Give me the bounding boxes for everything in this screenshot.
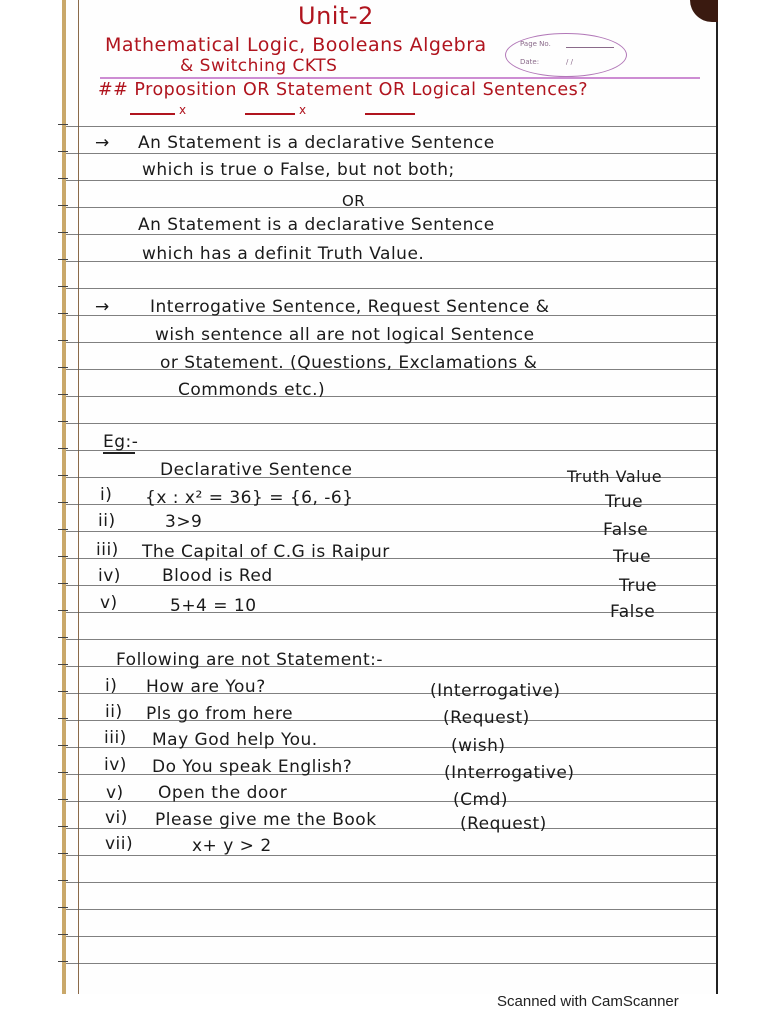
item-type: (Cmd)	[453, 790, 508, 810]
margin-tick	[58, 448, 68, 449]
margin-tick	[58, 907, 68, 908]
margin-tick	[58, 340, 68, 341]
item-type: (Request)	[443, 708, 530, 728]
page-edge	[716, 18, 718, 994]
divider-mark: x	[299, 103, 307, 117]
item-number: iv)	[104, 755, 127, 775]
notebook-spine	[62, 0, 66, 994]
margin-tick	[58, 529, 68, 530]
item-type: (Request)	[460, 814, 547, 834]
divider-mark: x	[179, 103, 187, 117]
item-number: iii)	[104, 728, 127, 748]
note-line1: Interrogative Sentence, Request Sentence &	[150, 297, 550, 317]
ruled-line	[66, 126, 716, 127]
row-truth-value: False	[603, 520, 649, 540]
ruled-line	[66, 639, 716, 640]
row-truth-value: False	[610, 602, 656, 622]
column-header-sentence: Declarative Sentence	[160, 460, 353, 480]
row-truth-value: True	[619, 576, 658, 596]
row-truth-value: True	[605, 492, 644, 512]
margin-tick	[58, 853, 68, 854]
margin-tick	[58, 745, 68, 746]
margin-tick	[58, 664, 68, 665]
margin-tick	[58, 124, 68, 125]
camscanner-watermark: Scanned with CamScanner	[497, 993, 679, 1010]
ruled-line	[66, 936, 716, 937]
ruled-line	[66, 450, 716, 451]
margin-tick	[58, 259, 68, 260]
item-type: (Interrogative)	[430, 681, 561, 701]
or-separator: OR	[342, 192, 366, 210]
heading-highlight	[100, 77, 700, 79]
row-sentence: The Capital of C.G is Raipur	[142, 542, 390, 562]
margin-tick	[58, 880, 68, 881]
divider-stroke	[365, 113, 415, 115]
margin-tick	[58, 691, 68, 692]
column-header-truth: Truth Value	[567, 467, 663, 486]
date-label: Date:	[520, 58, 540, 66]
margin-tick	[58, 205, 68, 206]
margin-tick	[58, 583, 68, 584]
item-text: Open the door	[158, 783, 288, 803]
margin-tick	[58, 313, 68, 314]
unit-title: Unit-2	[298, 2, 374, 30]
ruled-line	[66, 423, 716, 424]
margin-tick	[58, 826, 68, 827]
chapter-title-line2: & Switching CKTS	[180, 56, 338, 76]
divider-stroke	[130, 113, 175, 115]
margin-tick	[58, 367, 68, 368]
margin-tick	[58, 637, 68, 638]
item-text: Pls go from here	[146, 704, 294, 724]
row-number: iii)	[96, 540, 119, 560]
page-date-stamp	[505, 33, 627, 77]
item-type: (Interrogative)	[444, 763, 575, 783]
ruled-line	[66, 909, 716, 910]
item-number: v)	[106, 783, 124, 803]
row-number: ii)	[98, 511, 116, 531]
row-number: v)	[100, 593, 118, 613]
item-text: x+ y > 2	[192, 836, 272, 856]
margin-tick	[58, 610, 68, 611]
examples-label-underline	[103, 452, 135, 454]
item-text: Please give me the Book	[155, 810, 377, 830]
arrow-icon: →	[95, 297, 110, 317]
margin-tick	[58, 232, 68, 233]
item-number: i)	[105, 676, 118, 696]
ruled-line	[66, 180, 716, 181]
item-text: Do You speak English?	[152, 757, 353, 777]
margin-tick	[58, 178, 68, 179]
chapter-title-line1: Mathematical Logic, Booleans Algebra	[105, 34, 487, 56]
row-sentence: {x : x² = 36} = {6, -6}	[145, 488, 354, 508]
definition-1-line2: which is true o False, but not both;	[142, 160, 455, 180]
row-sentence: 5+4 = 10	[170, 596, 257, 616]
ruled-line	[66, 855, 716, 856]
margin-tick	[58, 772, 68, 773]
row-number: iv)	[98, 566, 121, 586]
definition-2-line2: which has a definit Truth Value.	[142, 244, 425, 264]
margin-tick	[58, 286, 68, 287]
margin-tick	[58, 475, 68, 476]
note-line2: wish sentence all are not logical Sentence	[155, 325, 535, 345]
margin-tick	[58, 934, 68, 935]
margin-tick	[58, 961, 68, 962]
margin-tick	[58, 556, 68, 557]
margin-tick	[58, 421, 68, 422]
margin-tick	[58, 394, 68, 395]
ruled-line	[66, 288, 716, 289]
margin-tick	[58, 151, 68, 152]
definition-1-line1: An Statement is a declarative Sentence	[138, 133, 495, 153]
section-heading: ## Proposition OR Statement OR Logical Sentences?	[98, 80, 589, 100]
note-line4: Commonds etc.)	[178, 380, 326, 400]
item-text: How are You?	[146, 677, 266, 697]
item-number: vii)	[105, 834, 134, 854]
ruled-line	[66, 882, 716, 883]
ruled-line	[66, 207, 716, 208]
item-type: (wish)	[451, 736, 506, 756]
examples-label: Eg:-	[103, 432, 139, 452]
margin-tick	[58, 718, 68, 719]
margin-tick	[58, 502, 68, 503]
row-truth-value: True	[613, 547, 652, 567]
row-sentence: 3>9	[165, 512, 203, 532]
row-number: i)	[100, 485, 113, 505]
not-statements-heading: Following are not Statement:-	[116, 650, 383, 670]
ruled-line	[66, 153, 716, 154]
row-sentence: Blood is Red	[162, 566, 273, 586]
divider-stroke	[245, 113, 295, 115]
item-text: May God help You.	[152, 730, 318, 750]
definition-2-line1: An Statement is a declarative Sentence	[138, 215, 495, 235]
note-line3: or Statement. (Questions, Exclamations &	[160, 353, 538, 373]
margin-tick	[58, 799, 68, 800]
ruled-line	[66, 396, 716, 397]
page-no-label: Page No.	[520, 40, 551, 48]
item-number: ii)	[105, 702, 123, 722]
margin-line	[78, 0, 79, 994]
arrow-icon: →	[95, 133, 110, 153]
ruled-line	[66, 963, 716, 964]
item-number: vi)	[105, 808, 128, 828]
date-value: / /	[566, 58, 573, 66]
